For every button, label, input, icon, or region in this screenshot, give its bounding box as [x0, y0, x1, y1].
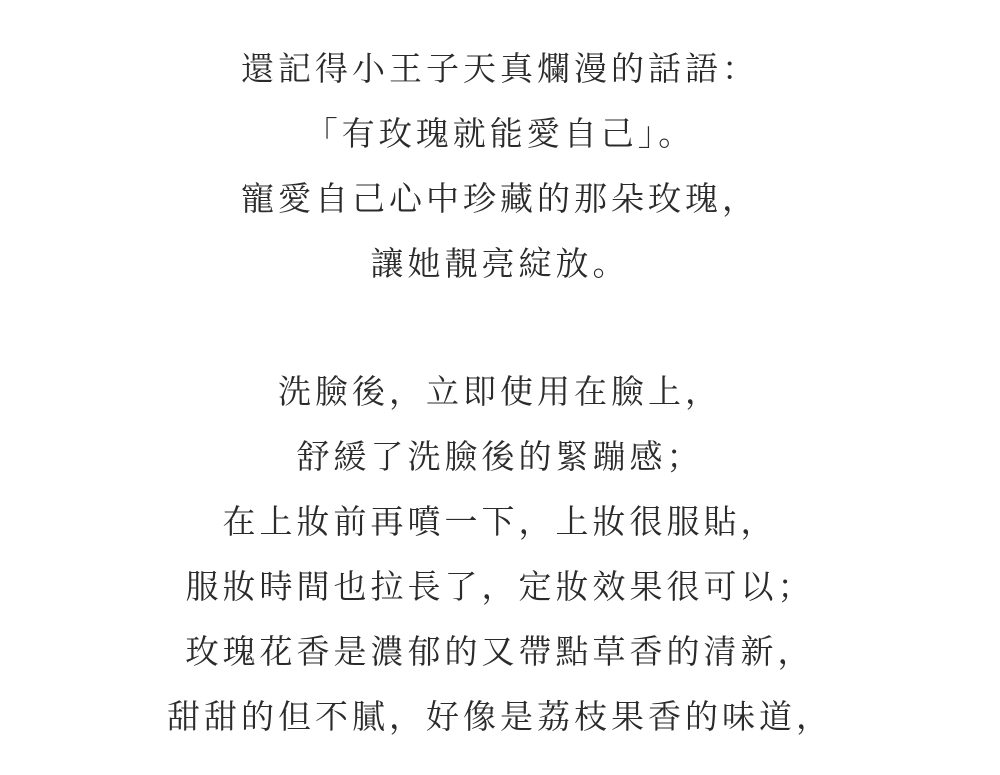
- stanza-spacer: [0, 296, 1000, 359]
- text-line: 寵愛自己心中珍藏的那朵玫瑰，: [241, 179, 759, 218]
- text-line: 舒緩了洗臉後的緊蹦感；: [296, 437, 704, 476]
- text-line: 服妝時間也拉長了，定妝效果很可以；: [185, 567, 815, 606]
- text-line: 「有玫瑰就能愛自己」。: [304, 114, 696, 153]
- text-line: 在上妝前再噴一下，上妝很服貼，: [222, 502, 778, 541]
- stanza-2: [0, 359, 1000, 749]
- text-line: 還記得小王子天真爛漫的話語：: [241, 49, 759, 88]
- text-line: 洗臉後，立即使用在臉上，: [278, 372, 722, 411]
- text-line: 讓她靚亮綻放。: [370, 244, 630, 283]
- text-line: 甜甜的但不膩，好像是荔枝果香的味道，: [167, 697, 833, 736]
- text-line: 玫瑰花香是濃郁的又帶點草香的清新，: [185, 632, 815, 671]
- stanza-1: [0, 36, 1000, 296]
